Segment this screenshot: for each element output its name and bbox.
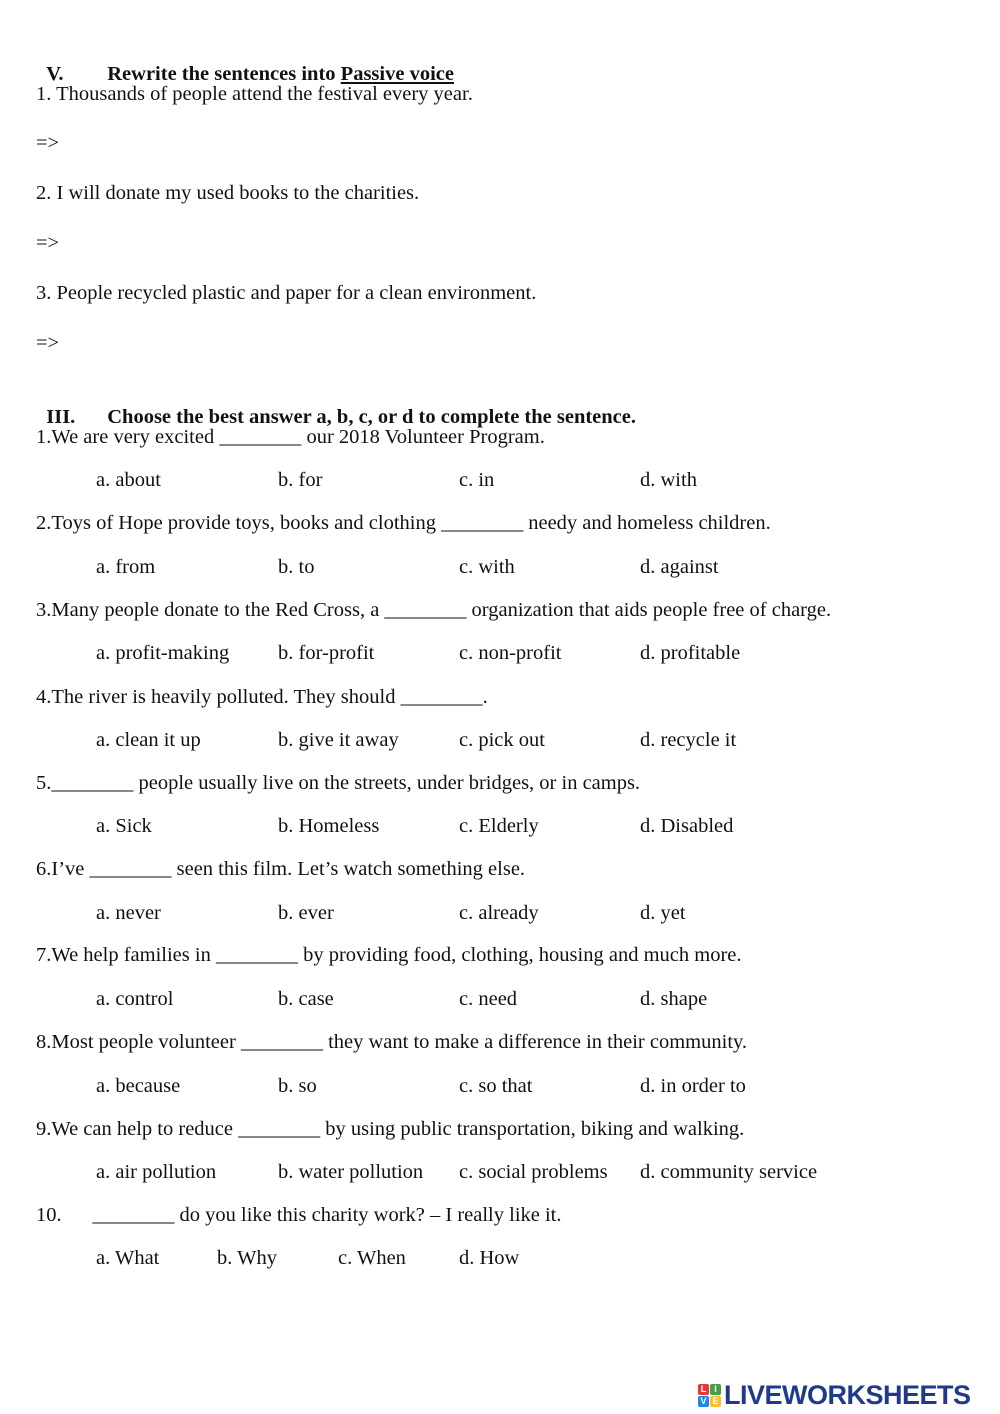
- logo-badge-cell: E: [710, 1396, 721, 1407]
- q7-option-b[interactable]: b. case: [278, 988, 334, 1010]
- q1-option-c[interactable]: c. in: [459, 469, 495, 491]
- logo-badge-cell: L: [698, 1384, 709, 1395]
- answer-prompt-2[interactable]: =>: [36, 232, 60, 254]
- logo-badge-cell: V: [698, 1396, 709, 1407]
- question-4: 4.The river is heavily polluted. They should ________.: [36, 686, 488, 708]
- rewrite-sentence-3: 3. People recycled plastic and paper for a clean environment.: [36, 282, 537, 304]
- q8-option-d[interactable]: d. in order to: [640, 1075, 746, 1097]
- question-1: 1.We are very excited ________ our 2018 Volunteer Program.: [36, 426, 545, 448]
- q5-option-c[interactable]: c. Elderly: [459, 815, 539, 837]
- q9-option-d[interactable]: d. community service: [640, 1161, 818, 1183]
- section-v-number: V.: [46, 63, 64, 85]
- q4-option-b[interactable]: b. give it away: [278, 729, 399, 751]
- q3-option-b[interactable]: b. for-profit: [278, 642, 375, 664]
- q5-option-a[interactable]: a. Sick: [96, 815, 152, 837]
- section-v-heading: [36, 38, 454, 86]
- q7-option-a[interactable]: a. control: [96, 988, 174, 1010]
- liveworksheets-logo: [698, 1378, 971, 1412]
- section-v-title-underlined: Passive voice: [340, 63, 454, 85]
- q10-option-a[interactable]: a. What: [96, 1247, 160, 1269]
- q2-option-a[interactable]: a. from: [96, 556, 156, 578]
- q8-option-b[interactable]: b. so: [278, 1075, 317, 1097]
- q1-option-d[interactable]: d. with: [640, 469, 697, 491]
- q10-option-d[interactable]: d. How: [459, 1247, 520, 1269]
- rewrite-sentence-1: 1. Thousands of people attend the festival every year.: [36, 83, 473, 105]
- section-iii-title: Choose the best answer a, b, c, or d to complete the sentence.: [107, 406, 637, 428]
- q9-option-b[interactable]: b. water pollution: [278, 1161, 424, 1183]
- q2-option-b[interactable]: b. to: [278, 556, 315, 578]
- q5-option-b[interactable]: b. Homeless: [278, 815, 380, 837]
- question-7: 7.We help families in ________ by providing food, clothing, housing and much more.: [36, 944, 742, 966]
- logo-badge-cell: I: [710, 1384, 721, 1395]
- q6-option-c[interactable]: c. already: [459, 902, 539, 924]
- q4-option-c[interactable]: c. pick out: [459, 729, 545, 751]
- q2-option-c[interactable]: c. with: [459, 556, 515, 578]
- question-6: 6.I’ve ________ seen this film. Let’s watch something else.: [36, 858, 526, 880]
- q9-option-c[interactable]: c. social problems: [459, 1161, 608, 1183]
- q9-option-a[interactable]: a. air pollution: [96, 1161, 217, 1183]
- q2-option-d[interactable]: d. against: [640, 556, 719, 578]
- logo-text: LIVEWORKSHEETS: [724, 1379, 971, 1410]
- q5-option-d[interactable]: d. Disabled: [640, 815, 734, 837]
- logo-badge-icon: [698, 1384, 721, 1407]
- question-5: 5.________ people usually live on the streets, under bridges, or in camps.: [36, 772, 641, 794]
- section-iii-number: III.: [46, 406, 76, 428]
- q8-option-a[interactable]: a. because: [96, 1075, 181, 1097]
- q6-option-a[interactable]: a. never: [96, 902, 161, 924]
- q8-option-c[interactable]: c. so that: [459, 1075, 533, 1097]
- question-9: 9.We can help to reduce ________ by using public transportation, biking and walking.: [36, 1118, 745, 1140]
- q10-option-b[interactable]: b. Why: [217, 1247, 277, 1269]
- q10-option-c[interactable]: c. When: [338, 1247, 406, 1269]
- q3-option-a[interactable]: a. profit-making: [96, 642, 230, 664]
- rewrite-sentence-2: 2. I will donate my used books to the charities.: [36, 182, 420, 204]
- q4-option-d[interactable]: d. recycle it: [640, 729, 737, 751]
- q7-option-c[interactable]: c. need: [459, 988, 518, 1010]
- question-10: 10. ________ do you like this charity work? – I really like it.: [36, 1204, 562, 1226]
- q6-option-b[interactable]: b. ever: [278, 902, 334, 924]
- question-2: 2.Toys of Hope provide toys, books and clothing ________ needy and homeless children.: [36, 512, 771, 534]
- question-8: 8.Most people volunteer ________ they want to make a difference in their community.: [36, 1031, 748, 1053]
- q1-option-a[interactable]: a. about: [96, 469, 161, 491]
- q3-option-c[interactable]: c. non-profit: [459, 642, 562, 664]
- q7-option-d[interactable]: d. shape: [640, 988, 708, 1010]
- question-3: 3.Many people donate to the Red Cross, a ________ organization that aids people free of charge.: [36, 599, 832, 621]
- answer-prompt-3[interactable]: =>: [36, 332, 60, 354]
- answer-prompt-1[interactable]: =>: [36, 132, 60, 154]
- q6-option-d[interactable]: d. yet: [640, 902, 686, 924]
- section-v-title: Rewrite the sentences into: [107, 63, 341, 85]
- section-iii-heading: [36, 381, 636, 429]
- q1-option-b[interactable]: b. for: [278, 469, 323, 491]
- q4-option-a[interactable]: a. clean it up: [96, 729, 201, 751]
- q3-option-d[interactable]: d. profitable: [640, 642, 741, 664]
